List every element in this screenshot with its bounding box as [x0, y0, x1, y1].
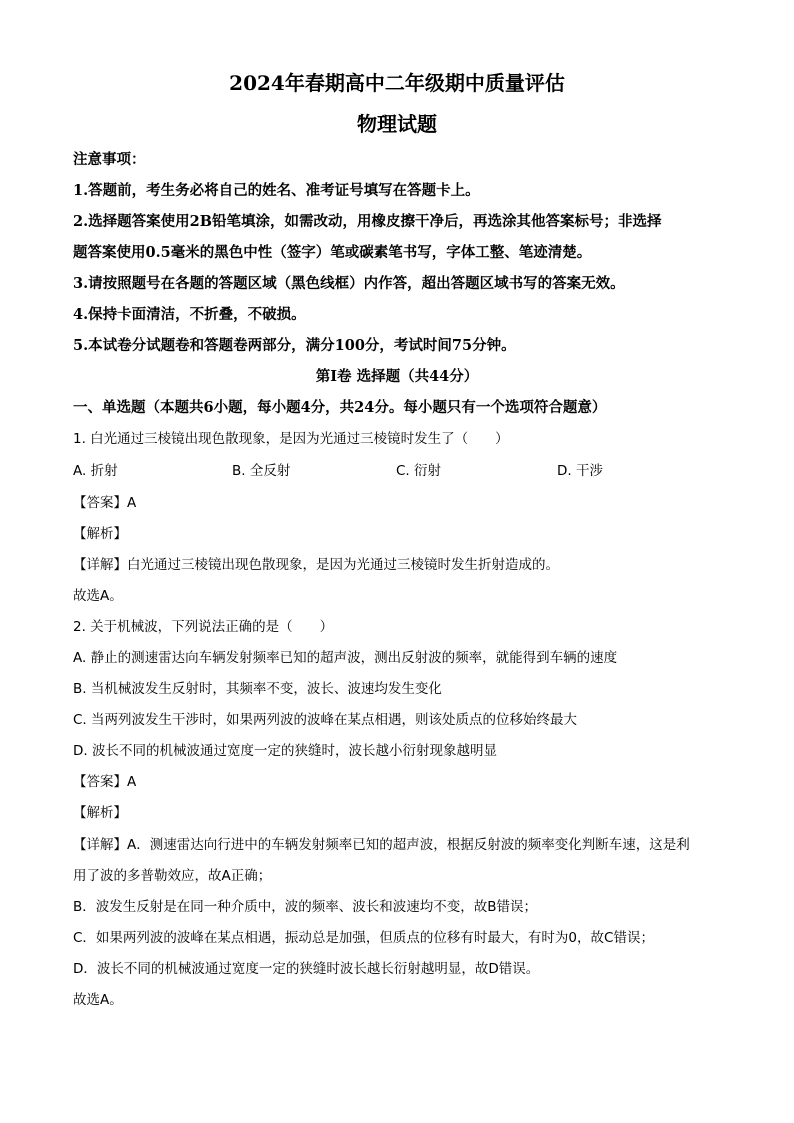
question-1-option-b: B. 全反射: [232, 463, 291, 479]
question-2-detail-line: C．如果两列波的波峰在某点相遇，振动总是加强，但质点的位移有时最大，有时为0，故C错误；: [73, 930, 654, 946]
question-2-option-d: D. 波长不同的机械波通过宽度一定的狭缝时，波长越小衍射现象越明显: [73, 743, 497, 759]
question-2-detail-line: B．波发生反射是在同一种介质中，波的频率、波长和波速均不变，故B错误；: [73, 899, 538, 915]
question-1-option-c: C. 衍射: [396, 463, 442, 479]
question-1-detail: 【详解】白光通过三棱镜出现色散现象，是因为光通过三棱镜时发生折射造成的。: [73, 557, 559, 573]
notice-item: 5.本试卷分试题卷和答题卷两部分，满分100分，考试时间75分钟。: [73, 337, 516, 354]
question-1-conclusion: 故选A。: [73, 588, 123, 604]
question-2-conclusion: 故选A。: [73, 992, 123, 1008]
question-1-stem: 1. 白光通过三棱镜出现色散现象，是因为光通过三棱镜时发生了（ ）: [73, 431, 509, 447]
question-1-analysis: 【解析】: [73, 526, 127, 542]
notice-item: 1.答题前，考生务必将自己的姓名、准考证号填写在答题卡上。: [73, 182, 480, 199]
question-1-option-a: A. 折射: [73, 463, 118, 479]
notice-heading: 注意事项：: [73, 151, 146, 168]
question-1-option-d: D. 干涉: [557, 463, 603, 479]
exam-subject: 物理试题: [357, 112, 437, 136]
question-2-option-c: C. 当两列波发生干涉时，如果两列波的波峰在某点相遇，则该处质点的位移始终最大: [73, 712, 578, 728]
question-2-detail-line: D．波长不同的机械波通过宽度一定的狭缝时波长越长衍射越明显，故D错误。: [73, 961, 540, 977]
question-2-answer: 【答案】A: [73, 774, 137, 790]
question-2-analysis: 【解析】: [73, 805, 127, 821]
notice-item: 3.请按照题号在各题的答题区域（黑色线框）内作答，超出答题区域书写的答案无效。: [73, 275, 625, 292]
part-title: 第Ⅰ卷 选择题（共44分）: [315, 368, 479, 385]
question-2-stem: 2. 关于机械波，下列说法正确的是（ ）: [73, 619, 334, 635]
section-heading: 一、单选题（本题共6小题，每小题4分，共24分。每小题只有一个选项符合题意）: [73, 399, 607, 416]
question-1-answer: 【答案】A: [73, 495, 137, 511]
question-2-detail-line: 用了波的多普勒效应，故A正确；: [73, 868, 272, 884]
question-2-detail-line: 【详解】A．测速雷达向行进中的车辆发射频率已知的超声波，根据反射波的频率变化判断车速，这是利: [73, 837, 690, 853]
question-2-option-a: A. 静止的测速雷达向车辆发射频率已知的超声波，测出反射波的频率，就能得到车辆的速度: [73, 650, 618, 666]
notice-item: 4.保持卡面清洁，不折叠，不破损。: [73, 306, 306, 323]
exam-title: 2024年春期高中二年级期中质量评估: [229, 71, 565, 95]
question-2-option-b: B. 当机械波发生反射时，其频率不变，波长、波速均发生变化: [73, 681, 442, 697]
notice-item: 题答案使用0.5毫米的黑色中性（签字）笔或碳素笔书写，字体工整、笔迹清楚。: [73, 244, 592, 261]
notice-item: 2.选择题答案使用2B铅笔填涂，如需改动，用橡皮擦干净后，再选涂其他答案标号；非选择: [73, 213, 662, 230]
